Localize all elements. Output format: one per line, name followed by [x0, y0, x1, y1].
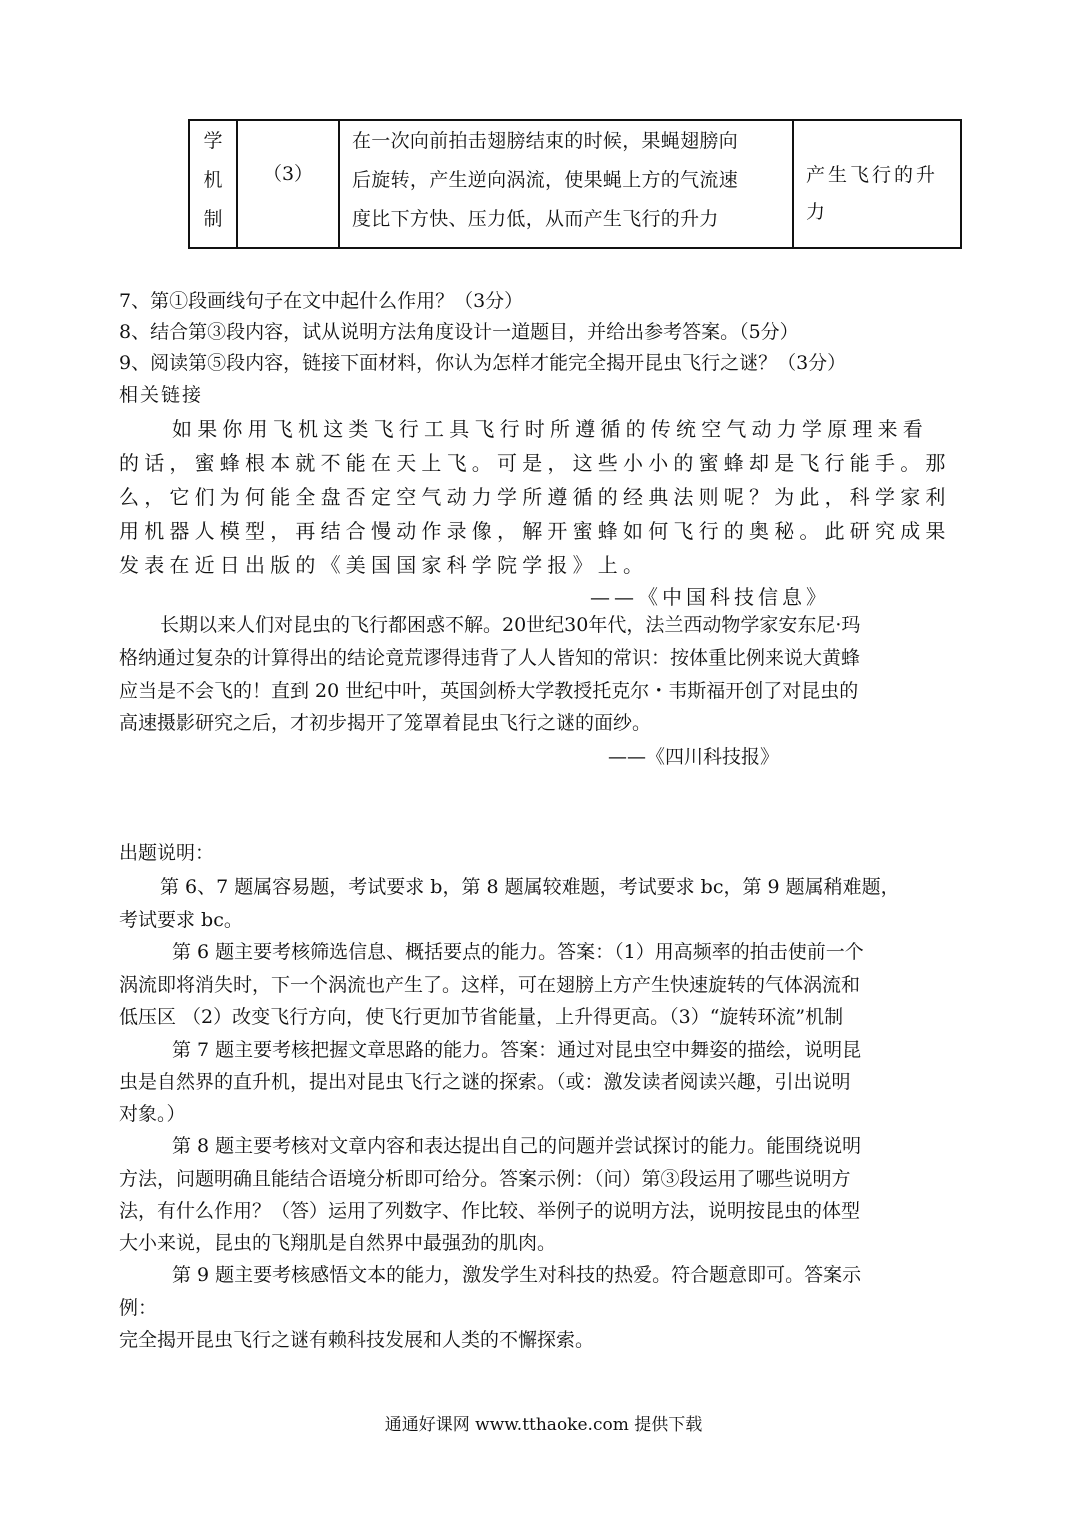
passage2-line: 应当是不会飞的！直到 20 世纪中叶，英国剑桥大学教授托克尔・韦斯福开创了对昆虫的: [119, 680, 859, 702]
explanation-line: 法，有什么作用？（答）运用了列数字、作比较、举例子的说明方法，说明按昆虫的体型: [119, 1200, 861, 1222]
explanation-line: 方法，问题明确且能结合语境分析即可给分。答案示例：（问）第③段运用了哪些说明方: [119, 1168, 851, 1190]
category-char: 制: [203, 208, 223, 230]
number-cell: [237, 120, 339, 248]
category-char: 机: [203, 169, 223, 191]
description-line: 度比下方快、压力低，从而产生飞行的升力: [352, 208, 719, 230]
explanation-line: 第 9 题主要考核感悟文本的能力，激发学生对科技的热爱。符合题意即可。答案示: [172, 1264, 862, 1286]
passage1-line: 用机器人模型，再结合慢动作录像，解开蜜蜂如何飞行的奥秘。此研究成果: [119, 519, 951, 543]
passage1-line: 么，它们为何能全盘否定空气动力学所遵循的经典法则呢？为此，科学家利: [119, 485, 951, 509]
source-china-tech: ——《中国科技信息》: [590, 585, 830, 609]
explanation-line: 完全揭开昆虫飞行之谜有赖科技发展和人类的不懈探索。: [119, 1329, 595, 1351]
result-cell: [793, 120, 961, 248]
item-number: （3）: [262, 163, 314, 185]
page-footer: 通通好课网 www.tthaoke.com 提供下载: [384, 1415, 703, 1435]
passage2-line: 高速摄影研究之后，才初步揭开了笼罩着昆虫飞行之谜的面纱。: [119, 712, 652, 734]
description-line: 在一次向前拍击翅膀结束的时候，果蝇翅膀向: [352, 130, 739, 152]
explanation-line: 第 6、7 题属容易题，考试要求 b，第 8 题属较难题，考试要求 bc，第 9 题属稍难题，: [160, 876, 900, 898]
answer-table: [188, 119, 962, 249]
explanation-line: 涡流即将消失时，下一个涡流也产生了。这样，可在翅膀上方产生快速旋转的气体涡流和: [119, 974, 861, 996]
explanation-line: 第 7 题主要考核把握文章思路的能力。答案：通过对昆虫空中舞姿的描绘，说明昆: [172, 1039, 862, 1061]
passage1-line: 发表在近日出版的《美国国家科学院学报》上。: [119, 553, 649, 577]
link-heading: 相关链接: [119, 384, 204, 406]
passage2-line: 长期以来人们对昆虫的飞行都困惑不解。20世纪30年代，法兰西动物学家安东尼·玛: [160, 614, 861, 636]
question-7: 7、第①段画线句子在文中起什么作用？（3分）: [119, 290, 524, 312]
explanation-line: 考试要求 bc。: [119, 909, 243, 931]
passage1-line: 如果你用飞机这类飞行工具飞行时所遵循的传统空气动力学原理来看: [172, 417, 928, 441]
question-8: 8、结合第③段内容，试从说明方法角度设计一道题目，并给出参考答案。（5分）: [119, 321, 799, 343]
question-9: 9、阅读第⑤段内容，链接下面材料，你认为怎样才能完全揭开昆虫飞行之谜？（3分）: [119, 352, 847, 374]
passage2-line: 格纳通过复杂的计算得出的结论竟荒谬得违背了人人皆知的常识：按体重比例来说大黄蜂: [119, 647, 861, 669]
result-line: 产生飞行的升: [806, 164, 939, 186]
result-line: 力: [806, 201, 829, 223]
explanation-line: 对象。）: [119, 1103, 186, 1125]
explanation-line: 第 6 题主要考核筛选信息、概括要点的能力。答案：（1）用高频率的拍击使前一个: [172, 941, 864, 963]
description-cell: [339, 120, 793, 248]
explanation-line: 大小来说，昆虫的飞翔肌是自然界中最强劲的肌肉。: [119, 1232, 557, 1254]
table-row: [189, 120, 961, 248]
explanation-heading: 出题说明：: [119, 842, 215, 864]
category-cell: [189, 120, 237, 248]
explanation-line: 虫是自然界的直升机，提出对昆虫飞行之谜的探索。（或：激发读者阅读兴趣，引出说明: [119, 1071, 851, 1093]
passage1-line: 的话，蜜蜂根本就不能在天上飞。可是，这些小小的蜜蜂却是飞行能手。那: [119, 451, 951, 475]
explanation-line: 第 8 题主要考核对文章内容和表达提出自己的问题并尝试探讨的能力。能围绕说明: [172, 1135, 862, 1157]
source-sichuan-tech: ——《四川科技报》: [608, 746, 780, 768]
category-char: 学: [203, 130, 223, 152]
explanation-line: 低压区 （2）改变飞行方向，使飞行更加节省能量，上升得更高。（3）“旋转环流”机制: [119, 1006, 844, 1028]
description-line: 后旋转，产生逆向涡流，使果蝇上方的气流速: [352, 169, 739, 191]
explanation-line: 例：: [119, 1297, 158, 1319]
